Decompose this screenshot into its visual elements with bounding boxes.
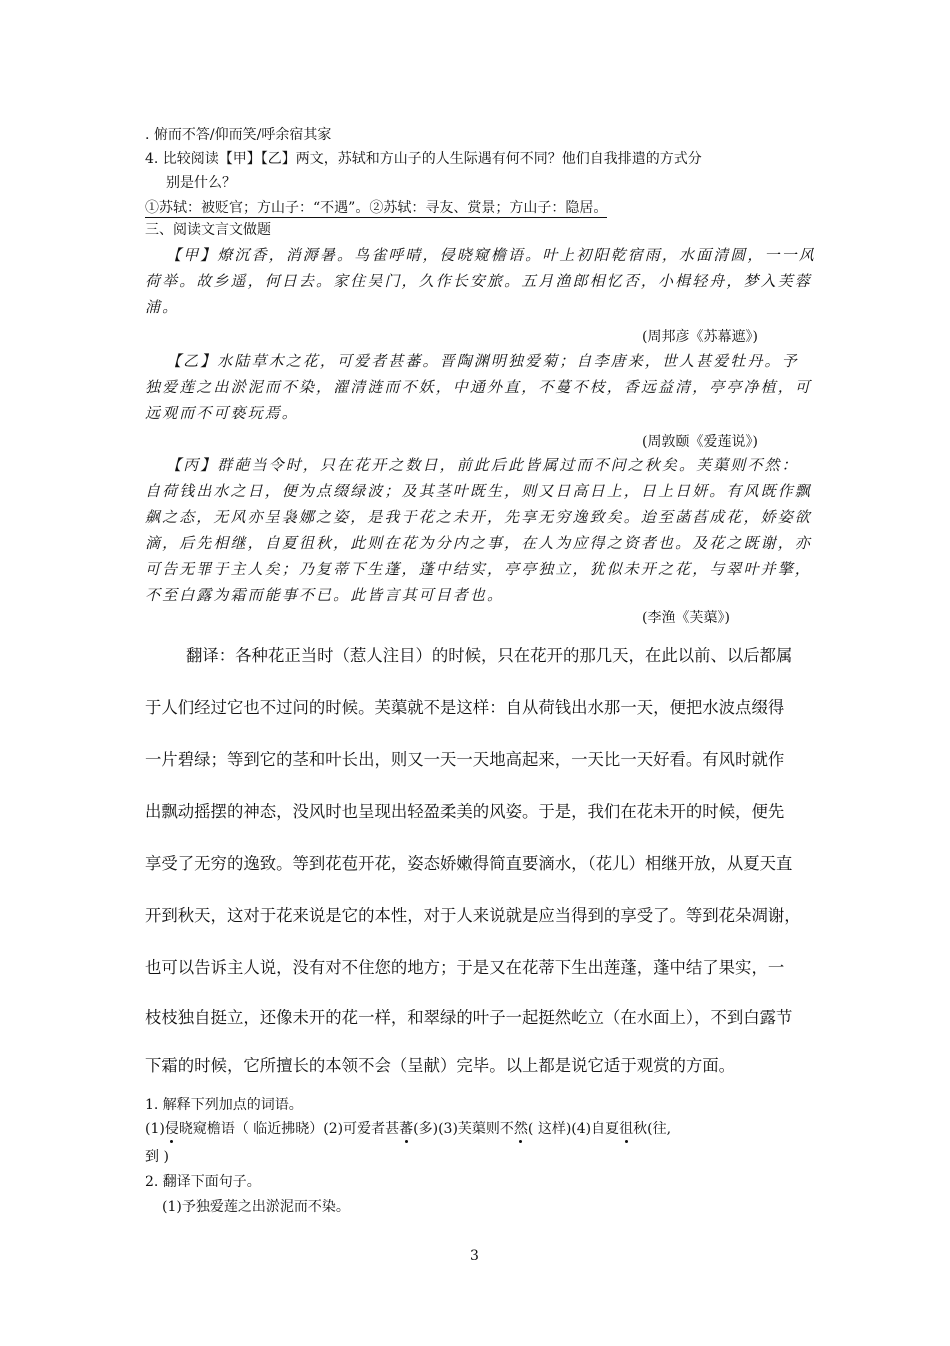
jia-line: 荷举。故乡遥，何日去。家住吴门，久作长安旅。五月渔郎相忆否，小楫轻舟，梦入芙蓉: [145, 272, 812, 290]
bing-line: 自荷钱出水之日，便为点缀绿波；及其茎叶既生，则又日高日上，日上日妍。有风既作飘: [145, 482, 812, 500]
translation-line: 翻译：各种花正当时（惹人注目）的时候，只在花开的那几天，在此以前、以后都属: [186, 646, 793, 665]
bing-line: 飙之态，无风亦呈袅娜之姿，是我于花之未开，先享无穷逸致矣。迨至菡萏成花，娇姿欲: [145, 508, 812, 526]
q1-item2-prefix: (2)可爱者甚: [323, 1121, 400, 1137]
page-number: 3: [470, 1248, 479, 1264]
jia-line: 浦。: [145, 298, 180, 316]
q1-item3-answer: ( 这样): [527, 1121, 572, 1137]
bing-line: 【丙】群葩当令时，只在花开之数日，前此后此皆属过而不问之秋矣。芙蕖则不然：: [166, 456, 799, 474]
q4-question-line2: 别是什么？: [166, 175, 236, 191]
q1-title: 1. 解释下列加点的词语。: [145, 1097, 303, 1113]
translation-line: 枝枝独自挺立，还像未开的花一样，和翠绿的叶子一起挺然屹立（在水面上），不到白露节: [145, 1008, 793, 1027]
yi-line: 远观而不可亵玩焉。: [145, 404, 299, 422]
yi-line: 【乙】水陆草木之花，可爱者甚蕃。晋陶渊明独爱菊；自李唐来，世人甚爱牡丹。予: [166, 352, 799, 370]
q1-item4-answer: 秋(往,: [633, 1121, 672, 1137]
yi-line: 独爱莲之出淤泥而不染，濯清涟而不妖，中通外直，不蔓不枝，香远益清，亭亭净植，可: [145, 378, 812, 396]
bing-line: 可告无罪于主人矣；乃复蒂下生蓬，蓬中结实，亭亭独立，犹似未开之花，与翠叶并擎，: [145, 560, 812, 578]
translation-line: 享受了无穷的逸致。等到花苞开花，姿态娇嫩得简直要滴水，（花儿）相继开放，从夏天直: [145, 854, 793, 873]
q1-item4-continuation: 到 ): [145, 1149, 169, 1165]
q1-item1-answer: 晓窥檐语（ 临近拂晓）: [178, 1121, 324, 1137]
q1-items: [145, 1118, 671, 1138]
jia-source: (周邦彦《苏幕遮》): [642, 329, 758, 345]
q1-item3-dotted-word: 然: [514, 1118, 528, 1138]
q2-title: 2. 翻译下面句子。: [145, 1174, 261, 1190]
q1-item4-prefix: (4)自夏: [571, 1121, 620, 1137]
translation-line: 下霜的时候，它所擅长的本领不会（呈献）完毕。以上都是说它适于观赏的方面。: [145, 1056, 736, 1075]
bing-line: 滴，后先相继，自夏徂秋，此则在花为分内之事，在人为应得之资者也。及花之既谢，亦: [145, 534, 812, 552]
translation-line: 开到秋天，这对于花来说是它的本性，对于人来说就是应当得到的享受了。等到花朵凋谢，: [145, 906, 801, 925]
bing-source: (李渔《芙蕖》): [642, 610, 730, 626]
q3-answer-line: . 俯而不答/仰而笑/呼余宿其家: [145, 127, 332, 143]
q2-item1: (1)予独爱莲之出淤泥而不染。: [162, 1199, 350, 1215]
translation-line: 一片碧绿；等到它的茎和叶长出，则又一天一天地高起来，一天比一天好看。有风时就作: [145, 750, 785, 769]
q1-item2-dotted-word: 蕃: [399, 1118, 413, 1138]
jia-line: 【甲】燎沉香，消溽暑。鸟雀呼晴，侵晓窥檐语。叶上初阳乾宿雨，水面清圆，一一风: [166, 246, 816, 264]
q4-question-line1: 4. 比较阅读【甲】【乙】两文，苏轼和方山子的人生际遇有何不同？他们自我排遣的方式分: [145, 151, 702, 167]
yi-source: (周敦颐《爱莲说》): [642, 434, 758, 450]
q4-answer-text: ①苏轼：被贬官；方山子：“不遇”。②苏轼：寻友、赏景；方山子：隐居。: [145, 200, 608, 216]
q1-item1-dotted-word: 侵: [165, 1118, 179, 1138]
bing-line: 不至白露为霜而能事不已。此皆言其可目者也。: [145, 586, 505, 604]
q1-item4-dotted-word: 徂: [619, 1118, 633, 1138]
q1-item2-answer: (多): [413, 1121, 439, 1137]
q4-answer: [145, 197, 607, 217]
translation-line: 出飘动摇摆的神态，没风时也呈现出轻盈柔美的风姿。于是，我们在花未开的时候，便先: [145, 802, 785, 821]
q1-item1-prefix: (1): [145, 1121, 165, 1137]
q1-item3-prefix: (3)芙蕖则不: [438, 1121, 514, 1137]
section-title: 三、阅读文言文做题: [145, 222, 271, 238]
translation-line: 于人们经过它也不过问的时候。芙蕖就不是这样：自从荷钱出水那一天，便把水波点缀得: [145, 698, 785, 717]
translation-line: 也可以告诉主人说，没有对不住您的地方；于是又在花蒂下生出莲蓬，蓬中结了果实，一: [145, 958, 785, 977]
